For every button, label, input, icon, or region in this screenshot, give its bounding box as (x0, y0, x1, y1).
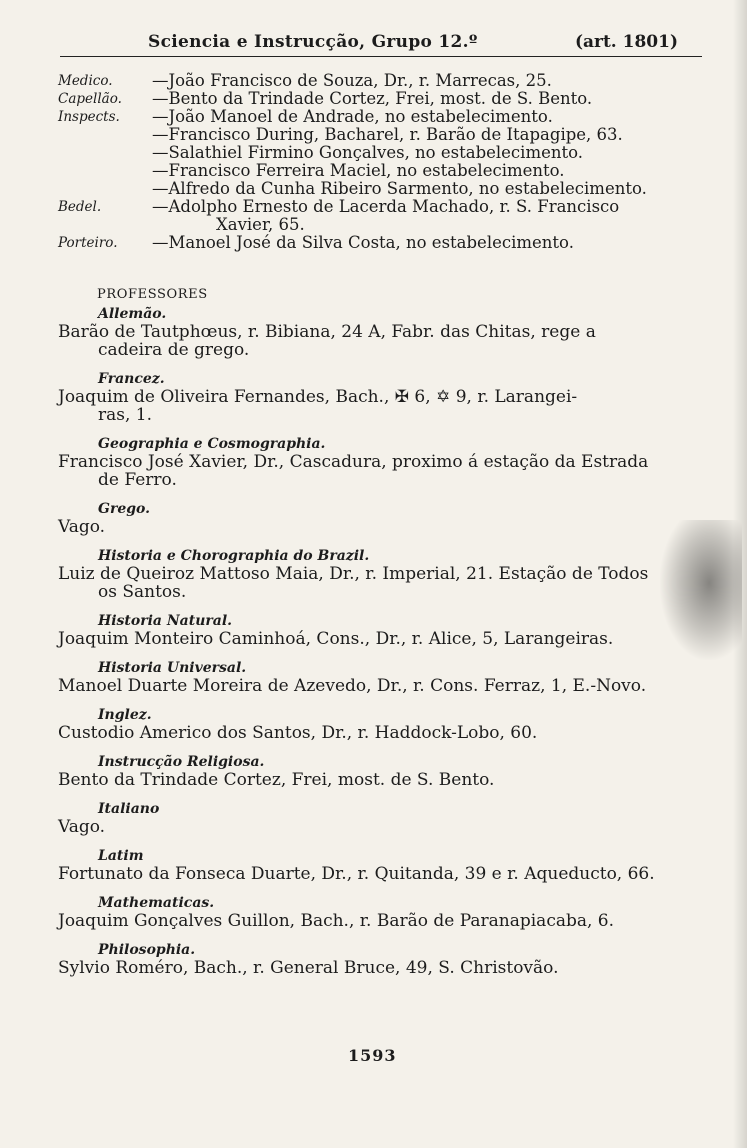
subject-heading: Philosophia. (98, 942, 196, 958)
professor-entry (58, 801, 708, 836)
staff-row (58, 198, 718, 216)
professor-entry (58, 707, 708, 742)
entry-line: Barão de Tautphœus, r. Bibiana, 24 A, Fabr. das Chitas, rege a (58, 322, 596, 342)
professor-text (58, 724, 708, 742)
staff-entry: —João Francisco de Souza, Dr., r. Marrecas, 25. (152, 71, 552, 90)
professor-text (58, 630, 708, 648)
subject-heading: Latim (98, 848, 144, 864)
entry-line: Luiz de Queiroz Mattoso Maia, Dr., r. Imperial, 21. Estação de Todos (58, 564, 649, 584)
staff-role: Capellão. (58, 91, 122, 107)
staff-row (58, 162, 718, 180)
professor-text (58, 818, 708, 836)
entry-line: Francisco José Xavier, Dr., Cascadura, proximo á estação da Estrada (58, 452, 649, 472)
subject-heading: Instrucção Religiosa. (98, 754, 265, 770)
professor-entry (58, 371, 708, 424)
staff-row (58, 90, 718, 108)
professor-text (58, 677, 708, 695)
professor-text (58, 518, 708, 536)
professor-text (58, 865, 708, 883)
staff-role: Inspects. (58, 109, 120, 125)
entry-line: de Ferro. (98, 470, 177, 490)
entry-line: ras, 1. (98, 405, 153, 425)
entry-line: Fortunato da Fonseca Duarte, Dr., r. Quitanda, 39 e r. Aqueducto, 66. (58, 864, 655, 884)
entry-line: Sylvio Roméro, Bach., r. General Bruce, 49, S. Christovão. (58, 958, 559, 978)
professor-entry (58, 548, 708, 601)
professor-text (58, 565, 708, 601)
subject-heading: Mathematicas. (98, 895, 215, 911)
subject-heading: Historia Universal. (98, 660, 247, 676)
staff-entry: Xavier, 65. (216, 215, 305, 234)
staff-entry: —Alfredo da Cunha Ribeiro Sarmento, no estabelecimento. (152, 179, 647, 198)
professor-entry (58, 613, 708, 648)
professor-entry (58, 848, 708, 883)
staff-entry: —Manoel José da Silva Costa, no estabelecimento. (152, 233, 574, 252)
professor-text (58, 323, 708, 359)
staff-role: Porteiro. (58, 235, 118, 251)
entry-line: Bento da Trindade Cortez, Frei, most. de S. Bento. (58, 770, 495, 790)
professor-entry (58, 306, 708, 359)
staff-row (58, 108, 718, 126)
entry-line: Manoel Duarte Moreira de Azevedo, Dr., r. Cons. Ferraz, 1, E.-Novo. (58, 676, 647, 696)
staff-list (58, 72, 718, 252)
professor-entry (58, 895, 708, 930)
professor-text (58, 959, 708, 977)
page-number: 1593 (348, 1046, 397, 1065)
professor-text (58, 388, 708, 424)
professor-entry (58, 754, 708, 789)
entry-line: Joaquim Monteiro Caminhoá, Cons., Dr., r. Alice, 5, Larangeiras. (58, 629, 614, 649)
staff-role: Medico. (58, 73, 113, 89)
entry-line: Joaquim de Oliveira Fernandes, Bach., ✠ 6, ✡ 9, r. Larangei- (58, 387, 578, 407)
staff-row (58, 144, 718, 162)
staff-entry: —Francisco During, Bacharel, r. Barão de Itapagipe, 63. (152, 125, 623, 144)
entry-line: cadeira de grego. (98, 340, 250, 360)
subject-heading: Historia e Chorographia do Brazil. (98, 548, 370, 564)
subject-heading: Italiano (98, 801, 160, 817)
professor-entry (58, 436, 708, 489)
staff-row (58, 216, 718, 234)
professor-text (58, 912, 708, 930)
subject-heading: Francez. (98, 371, 165, 387)
entry-line: Joaquim Gonçalves Guillon, Bach., r. Barão de Paranapiacaba, 6. (58, 911, 615, 931)
entry-line: Vago. (58, 817, 106, 837)
staff-entry: —Salathiel Firmino Gonçalves, no estabelecimento. (152, 143, 584, 162)
entry-line: os Santos. (98, 582, 187, 602)
staff-entry: —Francisco Ferreira Maciel, no estabelecimento. (152, 161, 565, 180)
professor-text (58, 771, 708, 789)
entry-line: Custodio Americo dos Santos, Dr., r. Haddock-Lobo, 60. (58, 723, 538, 743)
staff-entry: —Bento da Trindade Cortez, Frei, most. de S. Bento. (152, 89, 593, 108)
professors-list (58, 306, 708, 989)
professor-entry (58, 942, 708, 977)
professor-entry (58, 501, 708, 536)
subject-heading: Geographia e Cosmographia. (98, 436, 326, 452)
staff-row (58, 126, 718, 144)
staff-entry: —João Manoel de Andrade, no estabelecimento. (152, 107, 553, 126)
staff-role: Bedel. (58, 199, 102, 215)
professor-text (58, 453, 708, 489)
professor-entry (58, 660, 708, 695)
subject-heading: Historia Natural. (98, 613, 233, 629)
page-header (60, 28, 702, 57)
subject-heading: Allemão. (98, 306, 167, 322)
section-title: PROFESSORES (97, 287, 208, 302)
staff-row (58, 234, 718, 252)
staff-row (58, 180, 718, 198)
subject-heading: Grego. (98, 501, 150, 517)
entry-line: Vago. (58, 517, 106, 537)
article-reference: (art. 1801) (574, 32, 678, 52)
staff-row (58, 72, 718, 90)
subject-heading: Inglez. (98, 707, 152, 723)
staff-entry: —Adolpho Ernesto de Lacerda Machado, r. S. Francisco (152, 197, 620, 216)
running-title: Sciencia e Instrucção, Grupo 12.º (148, 32, 478, 52)
